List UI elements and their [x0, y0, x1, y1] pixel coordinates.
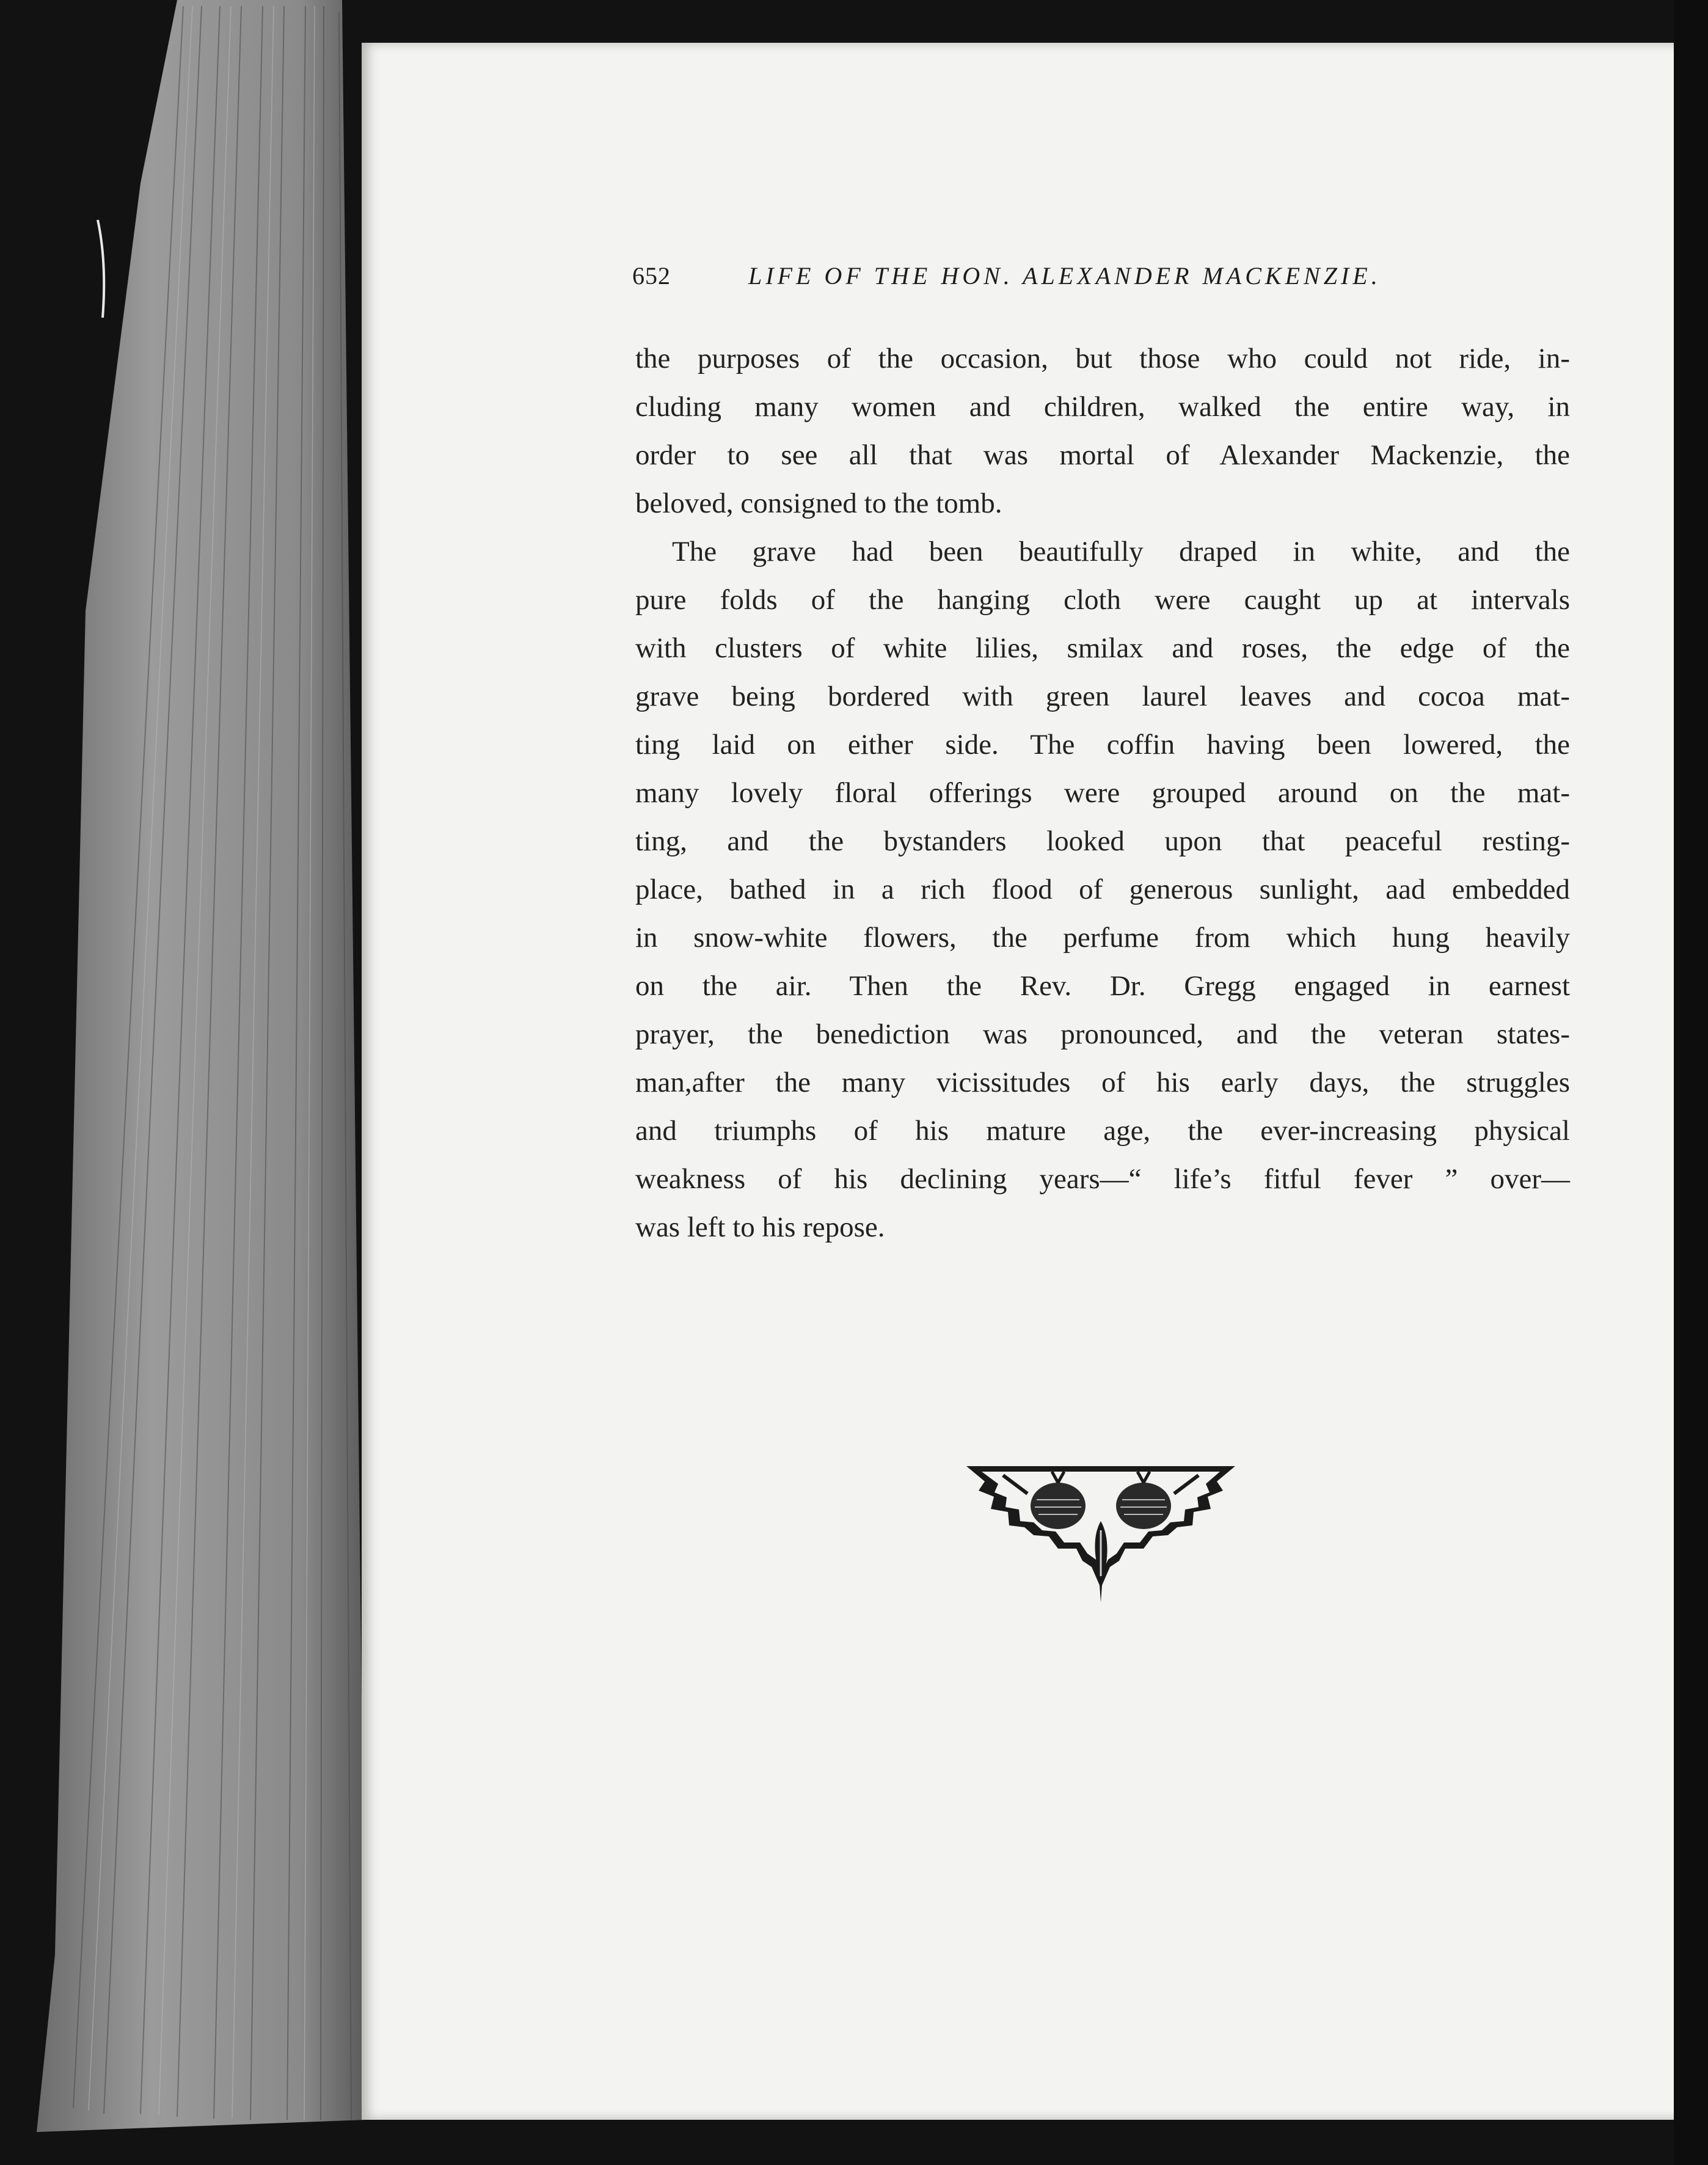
right-page-edge — [1674, 0, 1708, 2165]
text-line: place, bathed in a rich flood of generous sunlight, aad embedded — [635, 874, 1570, 905]
body-text — [635, 335, 1570, 1252]
text-line: with clusters of white lilies, smilax and roses, the edge of the — [635, 632, 1570, 664]
text-line: the purposes of the occasion, but those who could not ride, in- — [635, 343, 1570, 374]
text-line: grave being bordered with green laurel leaves and cocoa mat- — [635, 681, 1570, 712]
text-line: The grave had been beautifully draped in white, and the — [672, 536, 1570, 568]
text-line: in snow-white flowers, the perfume from which hung heavily — [635, 922, 1570, 954]
text-line: cluding many women and children, walked the entire way, in — [635, 391, 1570, 423]
page-number: 652 — [632, 262, 671, 290]
text-line: weakness of his declining years—“ life’s fitful fever ” over— — [635, 1163, 1570, 1195]
text-line: prayer, the benediction was pronounced, and the veteran states- — [635, 1018, 1570, 1050]
running-title: LIFE OF THE HON. ALEXANDER MACKENZIE. — [748, 262, 1381, 290]
text-line: many lovely floral offerings were grouped around on the mat- — [635, 777, 1570, 809]
text-line: and triumphs of his mature age, the ever-increasing physical — [635, 1115, 1570, 1147]
running-head — [632, 261, 1463, 304]
text-line: on the air. Then the Rev. Dr. Gregg engaged in earnest — [635, 970, 1570, 1002]
thistle-tailpiece-ornament-icon — [966, 1463, 1235, 1610]
text-line: was left to his repose. — [635, 1211, 885, 1243]
text-line: ting laid on either side. The coffin having been lowered, the — [635, 729, 1570, 761]
text-line: pure folds of the hanging cloth were caught up at intervals — [635, 584, 1570, 616]
text-line: man,after the many vicissitudes of his early days, the struggles — [635, 1067, 1570, 1098]
text-line: order to see all that was mortal of Alexander Mackenzie, the — [635, 439, 1570, 471]
text-line: ting, and the bystanders looked upon that peaceful resting- — [635, 825, 1570, 857]
text-line: beloved, consigned to the tomb. — [635, 487, 1002, 519]
